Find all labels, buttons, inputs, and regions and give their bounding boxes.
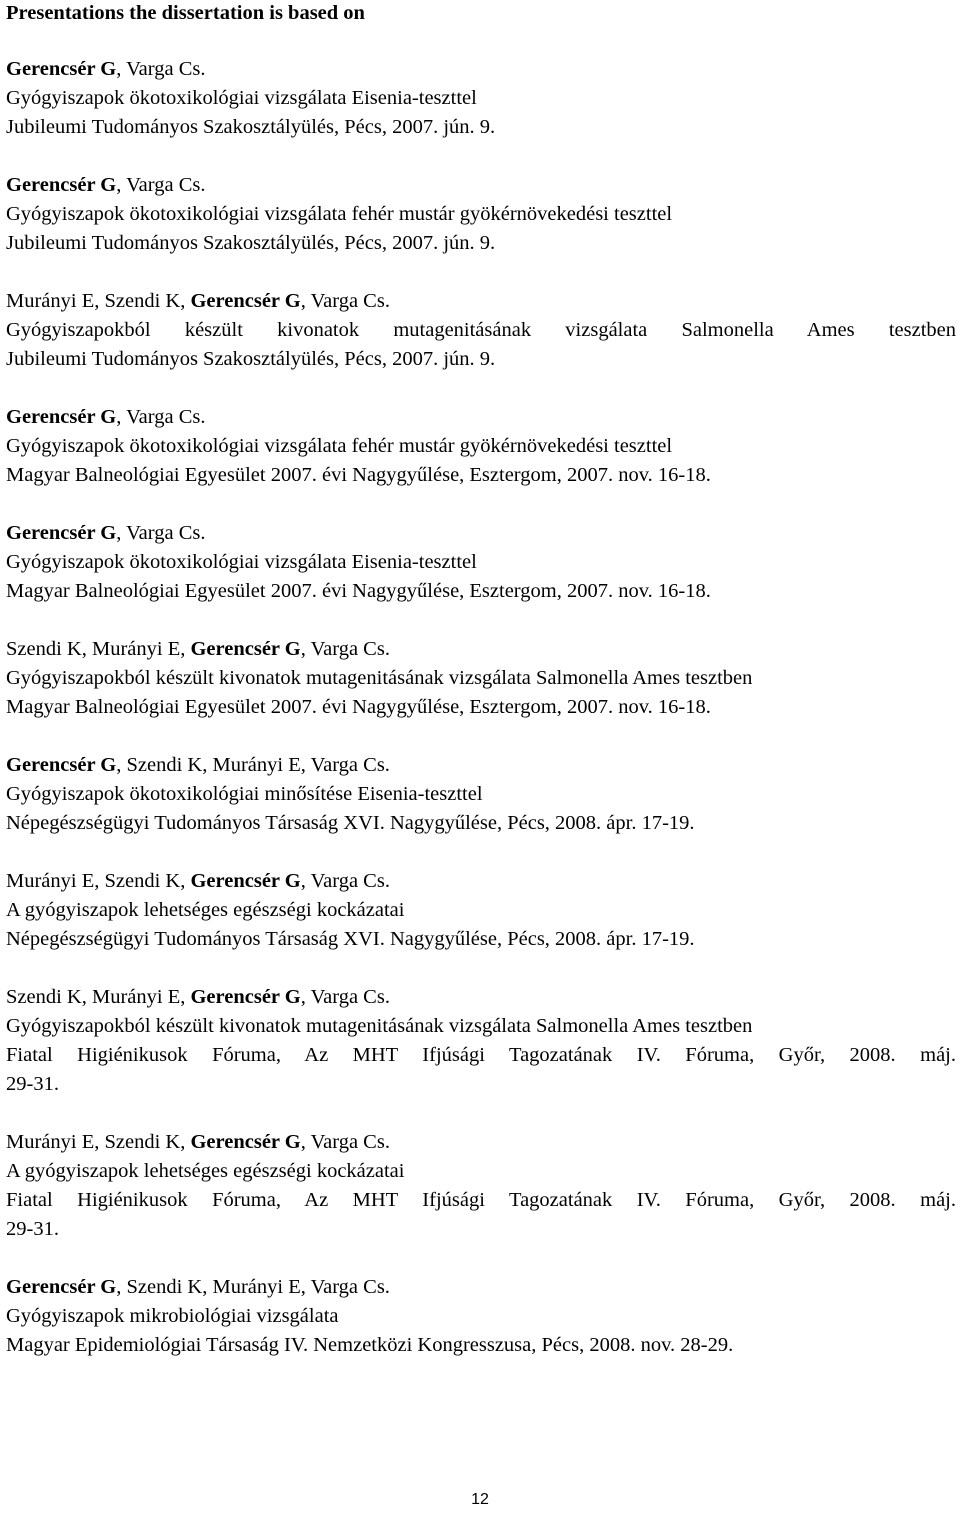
entry-authors <box>6 1273 956 1302</box>
presentation-entry <box>6 55 956 142</box>
entry-authors <box>6 519 956 548</box>
entry-venue: Magyar Balneológiai Egyesület 2007. évi Nagygyűlése, Esztergom, 2007. nov. 16-18. <box>6 464 711 486</box>
author-text: , Szendi K, Murányi E, Varga Cs. <box>116 1276 390 1298</box>
entry-venue: Fiatal Higiénikusok Fóruma, Az MHT Ifjúsági Tagozatának IV. Fóruma, Győr, 2008. máj. <box>6 1044 956 1066</box>
section-heading: Presentations the dissertation is based on <box>6 2 365 24</box>
entry-venue: Jubileumi Tudományos Szakosztályülés, Pécs, 2007. jún. 9. <box>6 232 496 254</box>
author-text: Murányi E, Szendi K, <box>6 870 191 892</box>
entry-title: Gyógyiszapokból készült kivonatok mutagenitásának vizsgálata Salmonella Ames tesztben <box>6 667 753 689</box>
document-page <box>6 0 956 1360</box>
author-text: , Varga Cs. <box>116 58 206 80</box>
entry-authors <box>6 171 956 200</box>
author-text: , Varga Cs. <box>116 406 206 428</box>
author-highlighted: Gerencsér G <box>190 638 301 660</box>
author-text: , Varga Cs. <box>116 522 206 544</box>
author-highlighted: Gerencsér G <box>190 870 301 892</box>
entry-venue: Jubileumi Tudományos Szakosztályülés, Pécs, 2007. jún. 9. <box>6 116 496 138</box>
author-highlighted: Gerencsér G <box>190 1131 301 1153</box>
presentation-entry <box>6 867 956 954</box>
entry-title: Gyógyiszapok ökotoxikológiai vizsgálata Eisenia-teszttel <box>6 87 477 109</box>
entry-venue: Jubileumi Tudományos Szakosztályülés, Pécs, 2007. jún. 9. <box>6 348 496 370</box>
presentation-entry <box>6 519 956 606</box>
author-highlighted: Gerencsér G <box>6 58 117 80</box>
entry-authors <box>6 1128 956 1157</box>
entry-title: Gyógyiszapok ökotoxikológiai vizsgálata fehér mustár gyökérnövekedési teszttel <box>6 203 673 225</box>
presentation-list <box>6 55 956 1360</box>
entry-venue: Magyar Balneológiai Egyesület 2007. évi Nagygyűlése, Esztergom, 2007. nov. 16-18. <box>6 696 711 718</box>
entry-title: Gyógyiszapok ökotoxikológiai vizsgálata fehér mustár gyökérnövekedési teszttel <box>6 435 673 457</box>
presentation-entry <box>6 983 956 1099</box>
author-text: Murányi E, Szendi K, <box>6 1131 191 1153</box>
author-highlighted: Gerencsér G <box>6 174 117 196</box>
presentation-entry <box>6 403 956 490</box>
entry-authors <box>6 983 956 1012</box>
author-text: , Szendi K, Murányi E, Varga Cs. <box>116 754 390 776</box>
presentation-entry <box>6 751 956 838</box>
author-text: , Varga Cs. <box>300 870 390 892</box>
entry-venue: 29-31. <box>6 1073 59 1095</box>
entry-venue: Népegészségügyi Tudományos Társaság XVI. Nagygyűlése, Pécs, 2008. ápr. 17-19. <box>6 812 695 834</box>
author-highlighted: Gerencsér G <box>6 754 117 776</box>
entry-authors <box>6 287 956 316</box>
entry-title: Gyógyiszapok ökotoxikológiai vizsgálata Eisenia-teszttel <box>6 551 477 573</box>
entry-venue: Fiatal Higiénikusok Fóruma, Az MHT Ifjúsági Tagozatának IV. Fóruma, Győr, 2008. máj. <box>6 1189 956 1211</box>
author-highlighted: Gerencsér G <box>6 1276 117 1298</box>
presentation-entry <box>6 287 956 374</box>
author-text: , Varga Cs. <box>300 638 390 660</box>
author-highlighted: Gerencsér G <box>6 522 117 544</box>
entry-title: A gyógyiszapok lehetséges egészségi kockázatai <box>6 899 405 921</box>
author-text: , Varga Cs. <box>300 986 390 1008</box>
author-text: Szendi K, Murányi E, <box>6 638 191 660</box>
author-highlighted: Gerencsér G <box>190 986 301 1008</box>
author-text: , Varga Cs. <box>300 290 390 312</box>
entry-title: A gyógyiszapok lehetséges egészségi kockázatai <box>6 1160 405 1182</box>
presentation-entry <box>6 635 956 722</box>
author-text: , Varga Cs. <box>116 174 206 196</box>
entry-authors <box>6 867 956 896</box>
entry-title: Gyógyiszapok mikrobiológiai vizsgálata <box>6 1305 339 1327</box>
author-text: Murányi E, Szendi K, <box>6 290 191 312</box>
author-text: Szendi K, Murányi E, <box>6 986 191 1008</box>
entry-venue: Magyar Balneológiai Egyesület 2007. évi Nagygyűlése, Esztergom, 2007. nov. 16-18. <box>6 580 711 602</box>
entry-venue: 29-31. <box>6 1218 59 1240</box>
presentation-entry <box>6 171 956 258</box>
entry-authors <box>6 751 956 780</box>
entry-authors <box>6 403 956 432</box>
entry-title: Gyógyiszapok ökotoxikológiai minősítése Eisenia-teszttel <box>6 783 483 805</box>
author-text: , Varga Cs. <box>300 1131 390 1153</box>
entry-authors <box>6 635 956 664</box>
entry-title: Gyógyiszapokból készült kivonatok mutagenitásának vizsgálata Salmonella Ames tesztben <box>6 1015 753 1037</box>
entry-venue: Magyar Epidemiológiai Társaság IV. Nemzetközi Kongresszusa, Pécs, 2008. nov. 28-29. <box>6 1334 734 1356</box>
author-highlighted: Gerencsér G <box>6 406 117 428</box>
author-highlighted: Gerencsér G <box>190 290 301 312</box>
entry-authors <box>6 55 956 84</box>
page-number: 12 <box>471 1491 489 1508</box>
entry-venue: Népegészségügyi Tudományos Társaság XVI. Nagygyűlése, Pécs, 2008. ápr. 17-19. <box>6 928 695 950</box>
entry-title: Gyógyiszapokból készült kivonatok mutagenitásának vizsgálata Salmonella Ames tesztben <box>6 319 956 341</box>
presentation-entry <box>6 1128 956 1244</box>
presentation-entry <box>6 1273 956 1360</box>
